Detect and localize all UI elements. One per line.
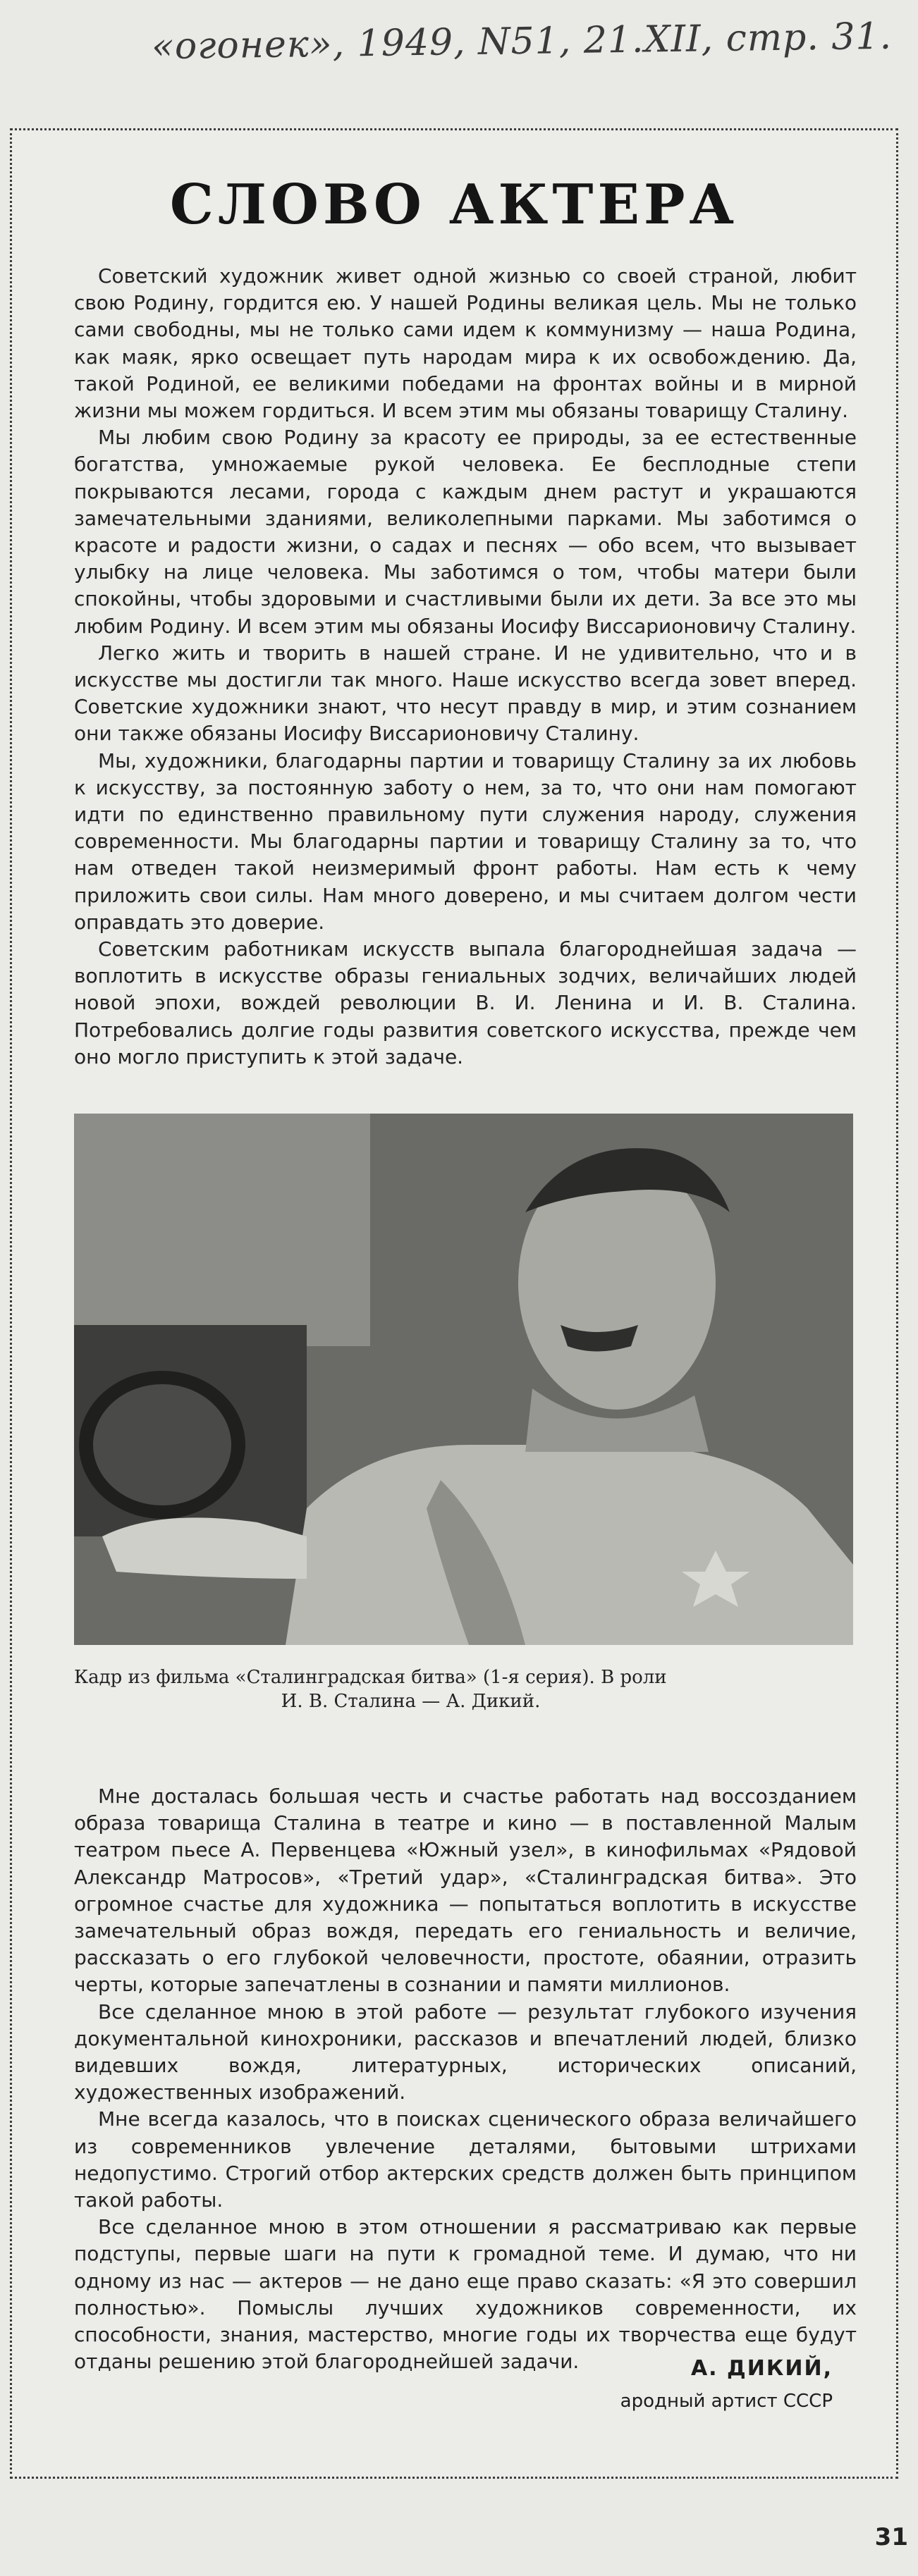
paragraph: Мы любим свою Родину за красоту ее природы, за ее естественные богатства, умножаемые рукой человека. Ее бесплодные степи покрываются лесами, города с каждым днем растут и украшаются замечательными зданиями, великолепными парками. Мы заботимся о красоте и радости жизни, о садах и песнях — обо всем, что вызывает улыбку на лице человека. Мы заботимся о том, чтобы матери были спокойны, чтобы здоровыми и счастливыми были их дети. За все это мы любим Родину. И всем этим мы обязаны Иосифу Виссарионовичу Сталину. (74, 426, 857, 638)
paragraph: Все сделанное мною в этом отношении я рассматриваю как первые подступы, первые шаги на пути к громадной теме. И думаю, что ни одному из нас — актеров — не дано еще право сказать: «Я это совершил полностью». Помыслы лучших художников современности, их способности, знания, мастерство, многие годы их творчества еще будут отданы решению этой благороднейшей задачи. (74, 2215, 857, 2374)
photo-caption (74, 1665, 853, 1713)
author-title: ародный артист СССР (620, 2391, 833, 2412)
intro-text (74, 263, 857, 1071)
paragraph: Все сделанное мною в этой работе — результат глубокого изучения документальной кинохроники, рассказов и впечатлений людей, близко видевших вождя, литературных, исторических описаний, художественных изображений. (74, 1999, 857, 2104)
paragraph: Мне всегда казалось, что в поисках сценического образа величайшего из современников увлечение деталями, бытовыми штрихами недопустимо. Строгий отбор актерских средств должен быть принципом такой работы. (74, 2107, 857, 2212)
paragraph: Мы, художники, благодарны партии и товарищу Сталину за их любовь к искусству, за постоянную заботу о нем, за то, что они нам помогают идти по единственно правильному пути служения народу, служения современности. Мы благодарны партии и товарищу Сталину за то, что нам отведен такой неизмеримый фронт работы. Нам есть к чему приложить свои силы. Нам много доверено, и мы считаем долгом чести оправдать это доверие. (74, 748, 857, 934)
film-still-photo (74, 1114, 853, 1645)
article-frame (10, 128, 898, 2479)
paragraph: Советским работникам искусств выпала благороднейшая задача — воплотить в искусстве образы гениальных зодчих, величайших людей новой эпохи, вождей революции В. И. Ленина и И. В. Сталина. Потребовались долгие годы развития советского искусства, прежде чем оно могло приступить к этой задаче. (74, 937, 857, 1068)
main-text (74, 1783, 857, 2375)
author-name: А. ДИКИЙ, (690, 2356, 833, 2381)
paragraph: Мне досталась большая честь и счастье работать над воссозданием образа товарища Сталина в театре и кино — в поставленной Малым театром пьесе А. Первенцева «Южный узел», в кинофильмах «Рядовой Александр Матросов», «Третий удар», «Сталинградская битва». Это огромное счастье для художника — попытаться воплотить в искусстве замечательный образ вождя, передать его гениальность и величие, рассказать о его глубокой человечности, простоте, обаянии, отразить черты, которые запечатлены в сознании и памяти миллионов. (74, 1785, 857, 1997)
article-title: СЛОВО АКТЕРА (169, 173, 739, 237)
handwritten-source-note: «огонек», 1949, N51, 21.XII, стр. 31. (151, 15, 893, 68)
caption-line: Кадр из фильма «Сталинградская битва» (1-я серия). В роли (74, 1667, 667, 1688)
paragraph: Легко жить и творить в нашей стране. И не удивительно, что и в искусстве мы достигли так много. Наше искусство всегда зовет вперед. Советские художники знают, что несут правду в мир, и этим сознанием они также обязаны Иосифу Виссарионовичу Сталину. (74, 641, 857, 746)
paragraph: Советский художник живет одной жизнью со своей страной, любит свою Родину, гордится ею. У нашей Родины великая цель. Мы не только сами свободны, мы не только сами идем к коммунизму — наша Родина, как маяк, ярко освещает путь народам мира к их освобождению. Да, такой Родиной, ее великими победами на фронтах войны и в мирной жизни мы можем гордиться. И всем этим мы обязаны товарищу Сталину. (74, 264, 857, 423)
page-number: 31 (874, 2523, 908, 2551)
caption-line: И. В. Сталина — А. Дикий. (281, 1691, 541, 1712)
author-signature (620, 2356, 833, 2412)
